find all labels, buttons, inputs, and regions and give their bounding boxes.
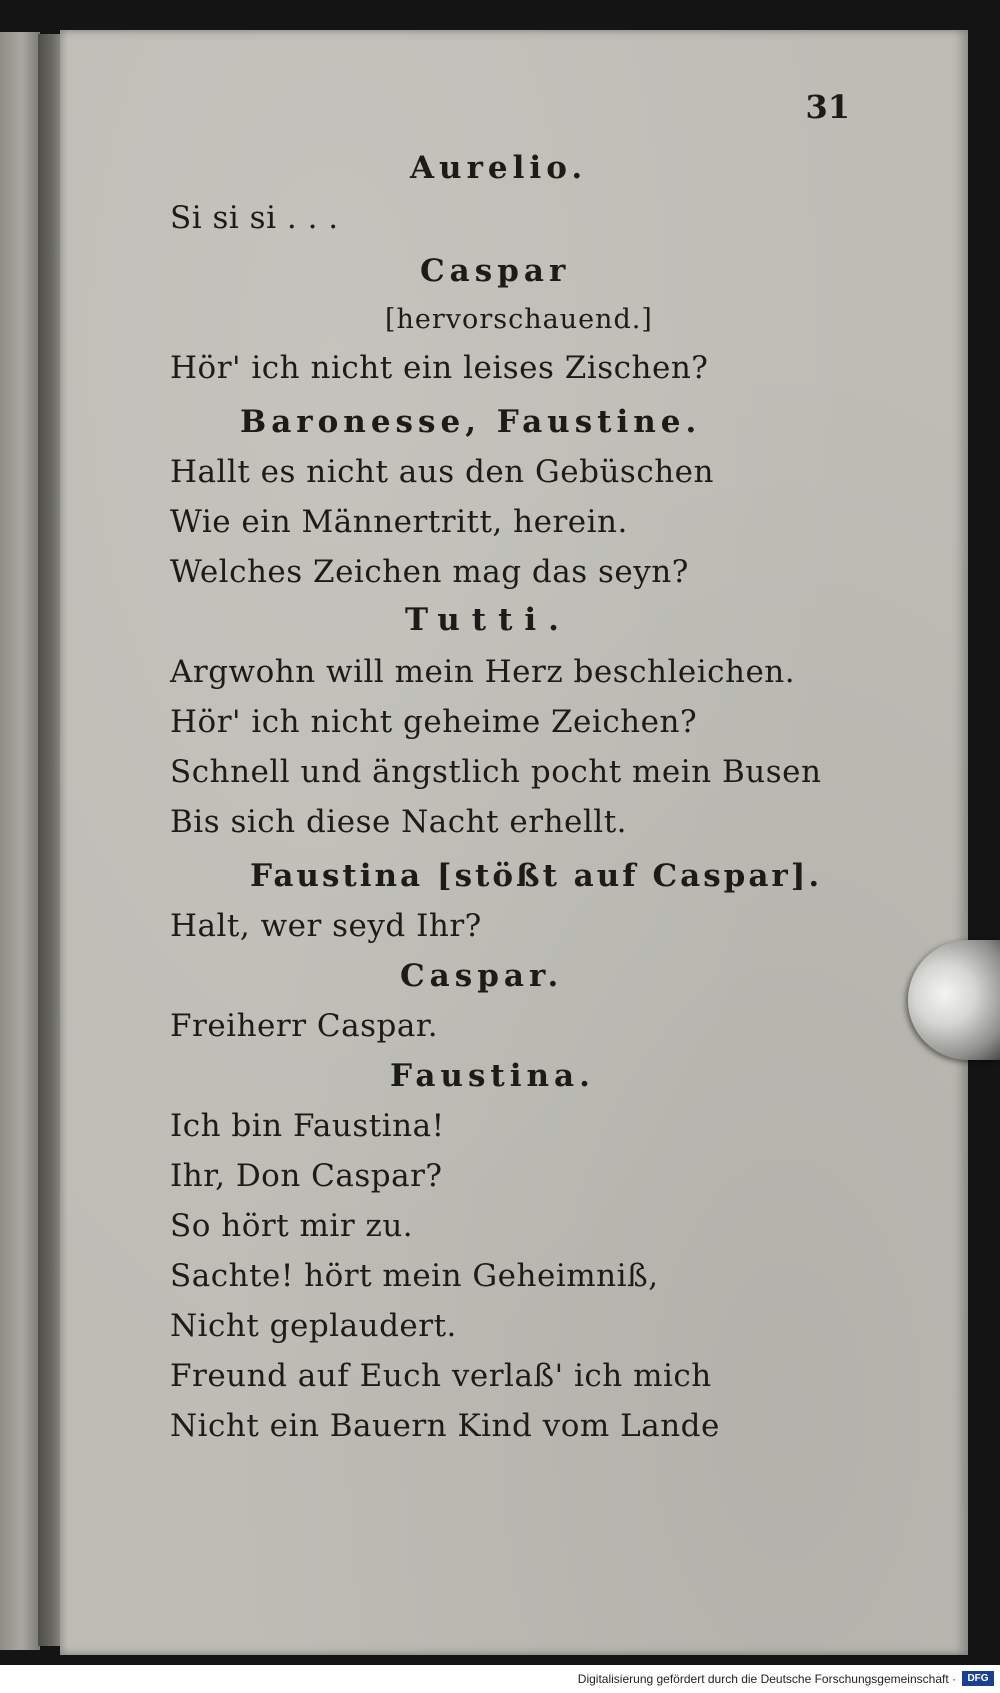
verse-line: Argwohn will mein Herz beschleichen. [170,654,796,690]
speaker-faustina: Faustina [stößt auf Caspar]. [250,858,823,894]
speaker-faustina: Faustina. [390,1058,595,1094]
speaker-aurelio: Aurelio. [410,150,588,186]
verse-line: Si si si . . . [170,200,339,236]
verse-line: Bis sich diese Nacht erhellt. [170,804,628,840]
verse-line: Freund auf Euch verlaß' ich mich [170,1358,712,1394]
verse-line: Hör' ich nicht ein leises Zischen? [170,350,709,386]
verse-line: Ihr, Don Caspar? [170,1158,443,1194]
stage-direction: [hervorschauend.] [385,304,653,335]
verse-line: Sachte! hört mein Geheimniß, [170,1258,659,1294]
speaker-tutti: Tutti. [405,602,571,638]
verse-line: Nicht geplaudert. [170,1308,457,1344]
page-number: 31 [805,88,850,126]
book-page [60,30,968,1655]
previous-page-edge [0,32,40,1650]
verse-line: Welches Zeichen mag das seyn? [170,554,689,590]
verse-line: So hört mir zu. [170,1208,414,1244]
footer-bar [0,1665,1000,1693]
verse-line: Hör' ich nicht geheime Zeichen? [170,704,698,740]
verse-line: Freiherr Caspar. [170,1008,439,1044]
verse-line: Halt, wer seyd Ihr? [170,908,482,944]
verse-line: Wie ein Männertritt, herein. [170,504,628,540]
funding-credit: Digitalisierung gefördert durch die Deutsche Forschungsgemeinschaft · [577,1672,956,1686]
verse-line: Nicht ein Bauern Kind vom Lande [170,1408,720,1444]
speaker-caspar: Caspar. [400,958,564,994]
dfg-logo-icon: DFG [962,1671,994,1686]
book-gutter [38,34,62,1646]
verse-line: Ich bin Faustina! [170,1108,445,1144]
speaker-baronesse-faustine: Baronesse, Faustine. [240,404,702,440]
verse-line: Hallt es nicht aus den Gebüschen [170,454,714,490]
verse-line: Schnell und ängstlich pocht mein Busen [170,754,822,790]
speaker-caspar: Caspar [420,253,571,289]
